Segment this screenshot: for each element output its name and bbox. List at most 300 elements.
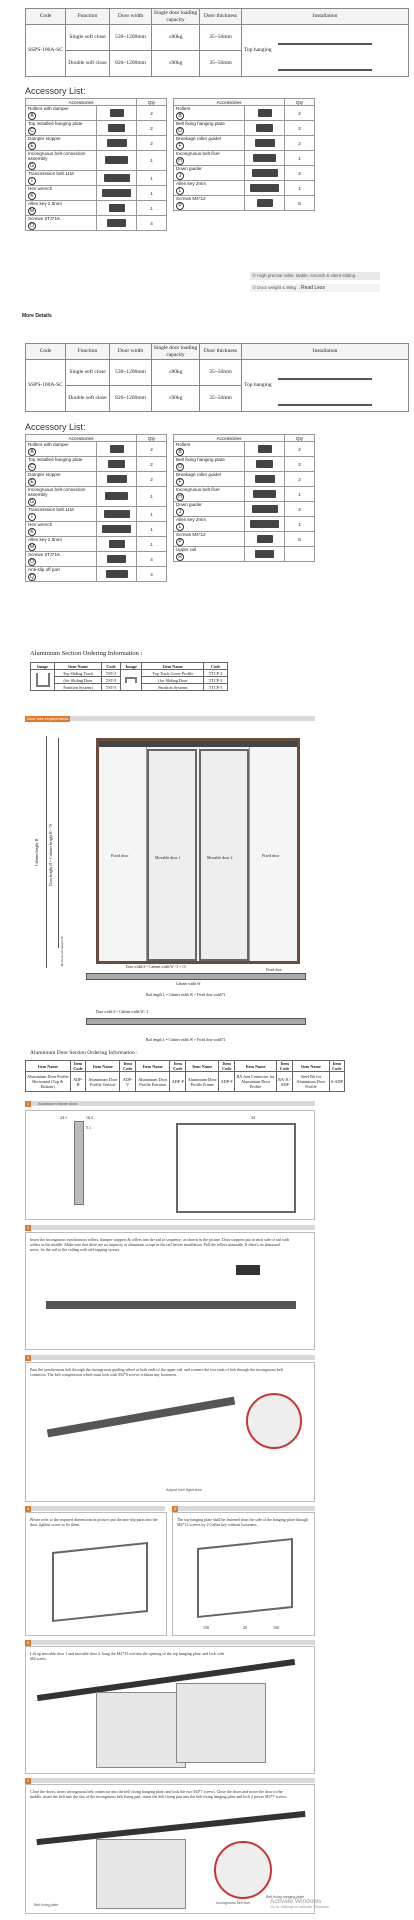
accessory-name-cell: [26, 457, 97, 472]
accessory-row: [26, 201, 167, 216]
step-4-panel: [25, 1512, 167, 1636]
acc-header-accessories: Accessories: [26, 435, 137, 442]
profile-dim: 5.1: [86, 1125, 91, 1130]
accessory-name: Transmission belt 11M: [28, 507, 74, 512]
accessory-row: [26, 106, 167, 121]
alu-door-cell: Aluminium Door Profile Frame: [186, 1072, 219, 1092]
accessory-qty: 1: [137, 522, 167, 537]
accessory-name: Transmission belt 11M: [28, 171, 74, 176]
accessory-image: [97, 171, 137, 186]
accessory-row: [174, 487, 315, 502]
alu-right-code: TTCP-5: [204, 684, 228, 691]
accessory-name-cell: [174, 181, 245, 196]
alu-door-cell: ADP-H: [70, 1072, 86, 1092]
accessory-image: [97, 552, 137, 567]
accessory-letter: B: [176, 448, 184, 456]
accessory-qty: 1: [137, 151, 167, 171]
accessory-letter: G: [28, 162, 36, 170]
alu-door-header: Item Name: [86, 1061, 120, 1072]
accessory-row: [26, 216, 167, 231]
cabinet-frame: [96, 738, 300, 964]
accessory-letter: P: [176, 202, 184, 210]
accessory-letter: G: [28, 498, 36, 506]
step-5-text: The top hanging plate shall be fastened from the side of the hanging plate through M4*12 screws by 2.0 allen key without looseness.: [177, 1517, 309, 1527]
accessory-image: [245, 196, 285, 211]
dimension-diagram-1: [86, 965, 306, 1005]
accessory-image: [245, 517, 285, 532]
step-1-tag: 1: [27, 1101, 30, 1106]
feature-2: [250, 284, 380, 292]
cabinet-height-label: Cabinet height H: [34, 838, 39, 866]
step-5-bar: [172, 1506, 315, 1511]
accessory-letter: E: [28, 142, 36, 150]
alu-door-header: Item Code: [277, 1061, 293, 1072]
alu-door-cell: Aluminium Door Profile Horizontal (Top & Bottom): [26, 1072, 71, 1092]
accessory-title: Accessory List:: [25, 86, 86, 96]
accessory-qty: 1: [137, 487, 167, 507]
installation-label: Top hanging: [244, 382, 272, 388]
accessory-row: [174, 196, 315, 211]
spec-thickness: 35~50mm: [200, 25, 242, 51]
accessory-name-cell: [26, 171, 97, 186]
alu-door-header: Item Name: [136, 1061, 170, 1072]
accessory-row: [174, 121, 315, 136]
alu-door-header: Item Name: [235, 1061, 277, 1072]
accessory-letter: C: [28, 127, 36, 135]
accessory-letter: F: [176, 478, 184, 486]
alu-door-header: Item Code: [329, 1061, 344, 1072]
accessory-name: Incongruous belt fixer: [176, 151, 220, 156]
accessory-image: [97, 106, 137, 121]
accessory-row: [26, 507, 167, 522]
accessory-row: [174, 151, 315, 166]
detail-circle: [246, 1393, 302, 1449]
spec-header-thickness: Door thickness: [200, 9, 242, 25]
step-4-bar: [25, 1506, 165, 1511]
acc-header-qty: Qty: [285, 435, 315, 442]
step-1-panel: [25, 1110, 315, 1220]
step-5-dim: 150: [273, 1625, 279, 1630]
acc-header-qty: Qty: [137, 99, 167, 106]
watermark-subtitle: Go to Settings to activate Windows.: [270, 1905, 330, 1909]
accessory-name-cell: [26, 537, 97, 552]
accessory-name-cell: [26, 552, 97, 567]
step-2-text: Insert the incongruous synchronous rollers, damper stoppers & rollers into the rail in sequence, as shown in the picture. Door stoppers put in each side of rail with rollers in the middle. Make sure that there are no impurity or aluminum scraps in the rail before installation. Pull the rollers manually. If there's no abnormal noise, fix the rail to the ceiling with self-tapping screws.: [30, 1237, 290, 1252]
spec-capacity: ≤80kg: [152, 25, 200, 51]
accessory-qty: 1: [137, 507, 167, 522]
spec-header-code: Code: [26, 344, 66, 360]
rail-assembly: [46, 1301, 296, 1309]
accessory-name: Rollers with damper: [28, 106, 69, 111]
accessory-name-cell: [26, 136, 97, 151]
accessory-title: Accessory List:: [25, 422, 86, 432]
accessory-name-cell: [174, 442, 245, 457]
accessory-name-cell: [174, 517, 245, 532]
alu-door-header: Item Code: [70, 1061, 86, 1072]
alu-right-code: TTCP-3: [204, 677, 228, 684]
movable-door-2: [199, 749, 249, 961]
door-size-tag: Door size requirements: [27, 716, 69, 721]
accessory-row: [26, 487, 167, 507]
track-image: [31, 670, 55, 691]
accessory-image: [245, 487, 285, 502]
windows-watermark: [270, 1898, 330, 1909]
spec-header-function: Function: [66, 9, 110, 25]
accessory-name-cell: [174, 166, 245, 181]
accessory-name: Screws ST4*16: [28, 216, 60, 221]
alu-header: Image: [31, 663, 55, 670]
alu-door-table: [25, 1060, 345, 1092]
door-height-label: Door height H = Cabinet height H - 70: [48, 823, 53, 886]
accessory-qty: 2: [285, 166, 315, 181]
accessory-name: Hex wrench: [28, 186, 53, 191]
alu-left-code: TST-5: [101, 684, 120, 691]
accessory-letter: M: [29, 544, 35, 550]
profile-dim: 24.1: [60, 1115, 67, 1120]
spec-function: Double soft close: [66, 386, 110, 412]
accessory-image: [245, 442, 285, 457]
feature-1: ① High precise roller, stable, smooth & silent sliding.: [250, 272, 380, 280]
alu-door-title: Aluminium Door Section Ordering Information :: [30, 1050, 138, 1056]
accessory-image: [245, 136, 285, 151]
alu-door-cell: Aluminium Door Profile Partition: [136, 1072, 170, 1092]
movable-door-1: [147, 749, 197, 961]
accessory-name: Allen key 2mm: [176, 181, 207, 186]
accessory-name: Upper rail: [176, 547, 196, 552]
door-panel: [176, 1683, 266, 1763]
accessory-name: Incongruous belt connection assembly: [28, 487, 86, 497]
installation-cell: [242, 360, 409, 412]
accessory-name-cell: [174, 502, 245, 517]
alu-door-header: Item Code: [170, 1061, 186, 1072]
accessory-name: Rollers: [176, 442, 191, 447]
accessory-image: [97, 507, 137, 522]
spec-capacity: ≤80kg: [152, 360, 200, 386]
accessory-row: [174, 472, 315, 487]
accessory-letter: O: [28, 222, 36, 230]
step-4-text: Please refer to the required dimensions in picture, put the anti-slip parts into the door, tighten screw to fix them.: [30, 1517, 158, 1527]
accessory-name-cell: [26, 216, 97, 231]
accessory-name: Hex wrench: [28, 522, 53, 527]
dim-door-height-line: [58, 738, 59, 948]
accessory-name-cell: [174, 136, 245, 151]
spec-header-thickness: Door thickness: [200, 344, 242, 360]
accessory-name: Screws M4*12: [176, 196, 206, 201]
profile-section: [74, 1121, 84, 1205]
accessory-letter: J: [176, 508, 184, 516]
accessory-qty: 2: [285, 106, 315, 121]
spec-code: SSPS-100A-SC: [26, 25, 66, 77]
alu-right-code: TTCP-2: [204, 670, 228, 677]
spec-width: 820~1200mm: [110, 386, 152, 412]
dim-label: Rail length L = Cabinet width W + Fixed door width*2: [146, 993, 226, 997]
accessory-name: Incongruous belt connection assembly: [28, 151, 86, 161]
accessory-name-cell: [174, 532, 245, 547]
spec-capacity: ≤90kg: [152, 386, 200, 412]
accessory-image: [245, 106, 285, 121]
accessory-qty: 4: [137, 567, 167, 582]
step-7-text: Close the doors, insert incongruous belt connector into the belt fixing hanging plate, and lock the two M4*7 screws. Close the doors and move the door to the middle, insert the belt into the slot of the incongruous belt fixing part, insert the belt fixing part into the belt fixing hanging plate and lock 2 pieces M4*7 screws.: [30, 1789, 288, 1799]
accessory-letter: P: [176, 538, 184, 546]
alu-door-header: Item Name: [293, 1061, 329, 1072]
accessory-name-cell: [26, 472, 97, 487]
step-6-panel: [25, 1646, 315, 1774]
accessory-name-cell: [174, 457, 245, 472]
accessory-letter: O: [28, 558, 36, 566]
accessory-name-cell: [26, 567, 97, 582]
accessory-letter: H: [176, 157, 184, 165]
accessory-letter: D: [176, 463, 184, 471]
alu-right-name: Partition System): [142, 684, 204, 691]
step-2-bar: [25, 1225, 315, 1230]
accessory-name: Top installed hanging plate: [28, 457, 83, 462]
accessory-letter: I: [28, 513, 36, 521]
accessory-row: [26, 186, 167, 201]
accessory-name-cell: [174, 196, 245, 211]
accessory-name-cell: [174, 151, 245, 166]
accessory-letter: I: [28, 177, 36, 185]
step-3-panel: [25, 1362, 315, 1502]
accessory-name: Allen key 2.5mm: [28, 201, 62, 206]
door-panel: [96, 1692, 186, 1768]
accessory-name-cell: [26, 106, 97, 121]
dim-label: Rail length L = Cabinet width W + Fixed door width*2: [146, 1038, 226, 1042]
accessory-table-right: [173, 98, 315, 211]
accessory-image: [245, 472, 285, 487]
alu-header: Image: [121, 663, 142, 670]
rail-bar: [86, 973, 306, 980]
spec-thickness: 35~50mm: [200, 51, 242, 77]
step-6-tag: 6: [27, 1640, 30, 1645]
step-4-tag: 4: [27, 1506, 30, 1511]
accessory-image: [245, 121, 285, 136]
spec-width: 530~1200mm: [110, 25, 152, 51]
step-7-tag: 7: [27, 1778, 30, 1783]
accessory-row: [26, 522, 167, 537]
acc-header-accessories: Accessories: [174, 435, 285, 442]
install-diagram-1: [278, 31, 372, 45]
accessory-qty: 2: [285, 136, 315, 151]
alu-header: Code: [101, 663, 120, 670]
step-7-label: Incongruous belt fixer: [216, 1901, 251, 1905]
dim-label: Cabinet width W: [176, 982, 201, 986]
spec-table-top: [25, 8, 409, 77]
accessory-qty: 8: [285, 532, 315, 547]
bottom-height-label: Bottom rail height 30: [60, 935, 64, 966]
accessory-image: [97, 472, 137, 487]
spec-function: Double soft close: [66, 51, 110, 77]
spec-function: Single soft close: [66, 360, 110, 386]
accessory-name: Anti-slip off part: [28, 567, 60, 572]
accessory-row: [174, 547, 315, 562]
step-1-title: Aluminium frame door: [38, 1101, 78, 1106]
fixed-door-label: Fixed door: [262, 853, 280, 858]
accessory-table-left: [25, 434, 167, 582]
accessory-image: [97, 121, 137, 136]
read-less-link[interactable]: Read Less: [301, 285, 325, 291]
alu-door-cell: RA Join Connector for Aluminium Door Profile: [235, 1072, 277, 1092]
alu-door-cell: Steel Bit for Aluminium Door Profile: [293, 1072, 329, 1092]
spec-capacity: ≤90kg: [152, 51, 200, 77]
spec-width: 820~1200mm: [110, 51, 152, 77]
accessory-image: [97, 487, 137, 507]
accessory-qty: 1: [285, 487, 315, 502]
step-7-label: Belt fixing hanging plate: [266, 1895, 305, 1899]
accessory-name-cell: [26, 121, 97, 136]
acc-header-qty: Qty: [285, 99, 315, 106]
accessory-image: [97, 186, 137, 201]
accessory-row: [174, 517, 315, 532]
accessory-letter: K: [28, 528, 36, 536]
accessory-row: [174, 457, 315, 472]
alu-left-code: TST-2: [101, 670, 120, 677]
accessory-name-cell: [26, 201, 97, 216]
step-5-panel: [172, 1512, 315, 1636]
dimension-diagram-2: [86, 1010, 306, 1050]
accessory-qty: 1: [137, 201, 167, 216]
profile-dim: 16.2: [86, 1115, 93, 1120]
accessory-name-cell: [26, 487, 97, 507]
accessory-name-cell: [174, 487, 245, 502]
accessory-row: [174, 106, 315, 121]
accessory-name: Allen key 2.5mm: [28, 537, 62, 542]
feature-2-text: ② Door weight ≤ 90kg ..: [252, 285, 300, 290]
spec-thickness: 35~50mm: [200, 360, 242, 386]
alu-left-name: Top Sliding Track: [55, 670, 102, 677]
dim-label: Fixed door: [266, 968, 282, 972]
accessory-qty: 4: [137, 552, 167, 567]
accessory-image: [97, 151, 137, 171]
alu-header: Item Name: [142, 663, 204, 670]
aluminium-frame: [176, 1123, 296, 1213]
accessory-name: Screws ST4*16: [28, 552, 60, 557]
install-diagram-2: [278, 392, 372, 406]
alu-header: Item Name: [55, 663, 102, 670]
accessory-qty: 2: [137, 472, 167, 487]
step-6-bar: [25, 1640, 315, 1645]
spec-header-capacity: Single door loading capacity: [152, 9, 200, 25]
step-3-tag: 3: [27, 1355, 30, 1360]
accessory-letter: B: [176, 112, 184, 120]
alu-section-title: Aluminium Section Ordering Information :: [30, 650, 143, 657]
accessory-name-cell: [174, 121, 245, 136]
fixed-door-label: Fixed door: [111, 853, 129, 858]
alu-left-name: (for Sliding Door: [55, 677, 102, 684]
accessory-name: Top installed hanging plate: [28, 121, 83, 126]
dim-label: Door width S = Cabinet width W / 2: [96, 1010, 149, 1014]
accessory-image: [97, 442, 137, 457]
accessory-table-right: [173, 434, 315, 562]
accessory-row: [26, 442, 167, 457]
accessory-qty: 1: [137, 171, 167, 186]
accessory-letter: R: [176, 553, 184, 561]
accessory-row: [174, 532, 315, 547]
door-elevation: [30, 726, 315, 978]
accessory-row: [26, 567, 167, 582]
accessory-qty: 2: [285, 502, 315, 517]
accessory-row: [174, 136, 315, 151]
profile-dim: 34: [251, 1115, 255, 1120]
acc-header-accessories: Accessories: [26, 99, 137, 106]
rail-bar: [86, 1018, 306, 1025]
accessory-name: Down guider: [176, 502, 202, 507]
movable-door-2-label: Movable door 2: [207, 855, 233, 860]
accessory-qty: 2: [137, 457, 167, 472]
accessory-name-cell: [174, 472, 245, 487]
accessory-qty: 1: [285, 517, 315, 532]
accessory-letter: K: [28, 192, 36, 200]
spec-code: SSPS-100A-SC: [26, 360, 66, 412]
accessory-name: Belt fixing hanging plate: [176, 121, 225, 126]
alu-right-name: (for Sliding Door: [142, 677, 204, 684]
accessory-name: Breakage roller guider: [176, 472, 222, 477]
dim-label: Door width S = Cabinet width W / 3 + 15: [126, 965, 186, 969]
accessory-qty: 2: [285, 457, 315, 472]
feature-panel: [250, 272, 380, 292]
door-panel: [96, 1839, 186, 1909]
accessory-letter: F: [176, 142, 184, 150]
fixed-door-left: [99, 747, 147, 961]
accessory-name: Belt fixing hanging plate: [176, 457, 225, 462]
accessory-letter: M: [29, 208, 35, 214]
accessory-row: [174, 166, 315, 181]
accessory-qty: 1: [137, 537, 167, 552]
accessory-name-cell: [26, 442, 97, 457]
accessory-qty: 2: [285, 442, 315, 457]
install-diagram-1: [278, 366, 372, 380]
install-diagram-2: [278, 57, 372, 71]
alu-left-code: TST-3: [101, 677, 120, 684]
accessory-qty: 2: [285, 121, 315, 136]
accessory-row: [26, 537, 167, 552]
accessory-letter: L: [176, 187, 184, 195]
spec-header-width: Door width: [110, 344, 152, 360]
alu-door-header: Item Code: [120, 1061, 136, 1072]
accessory-row: [26, 136, 167, 151]
accessory-qty: 2: [137, 106, 167, 121]
alu-door-cell: ADP-V: [120, 1072, 136, 1092]
accessory-row: [26, 457, 167, 472]
accessory-name-cell: [174, 547, 245, 562]
accessory-row: [174, 442, 315, 457]
accessory-image: [97, 201, 137, 216]
accessory-name-cell: [26, 522, 97, 537]
alu-door-cell: RA-JC-ADP: [277, 1072, 293, 1092]
installation-cell: [242, 25, 409, 77]
accessory-qty: 2: [285, 472, 315, 487]
watermark-title: Activate Windows: [270, 1898, 322, 1905]
accessory-qty: 2: [137, 442, 167, 457]
accessory-letter: A: [28, 448, 36, 456]
spec-header-function: Function: [66, 344, 110, 360]
accessory-letter: J: [176, 172, 184, 180]
step-7-panel: [25, 1784, 315, 1914]
spec-header-code: Code: [26, 9, 66, 25]
accessory-qty: 1: [285, 181, 315, 196]
more-details-link[interactable]: More Details: [22, 313, 52, 319]
accessory-image: [245, 166, 285, 181]
spec-header-width: Door width: [110, 9, 152, 25]
step-3-text: Pass the synchronous belt through the incongruous guiding wheel at both ends of the upper rail, and connect the two ends of belt through the incongruous belt connector. The belt compression wheel must lock with M4*8 screws without any looseness.: [30, 1367, 283, 1377]
accessory-letter: Q: [28, 573, 36, 581]
damper-part: [236, 1265, 260, 1275]
accessory-name: Allen key 2mm: [176, 517, 207, 522]
accessory-name: Breakage roller guider: [176, 136, 222, 141]
accessory-image: [97, 216, 137, 231]
alu-right-name: Top Track Cover Profile: [142, 670, 204, 677]
accessory-row: [174, 181, 315, 196]
step-5-dim: 20: [243, 1625, 247, 1630]
